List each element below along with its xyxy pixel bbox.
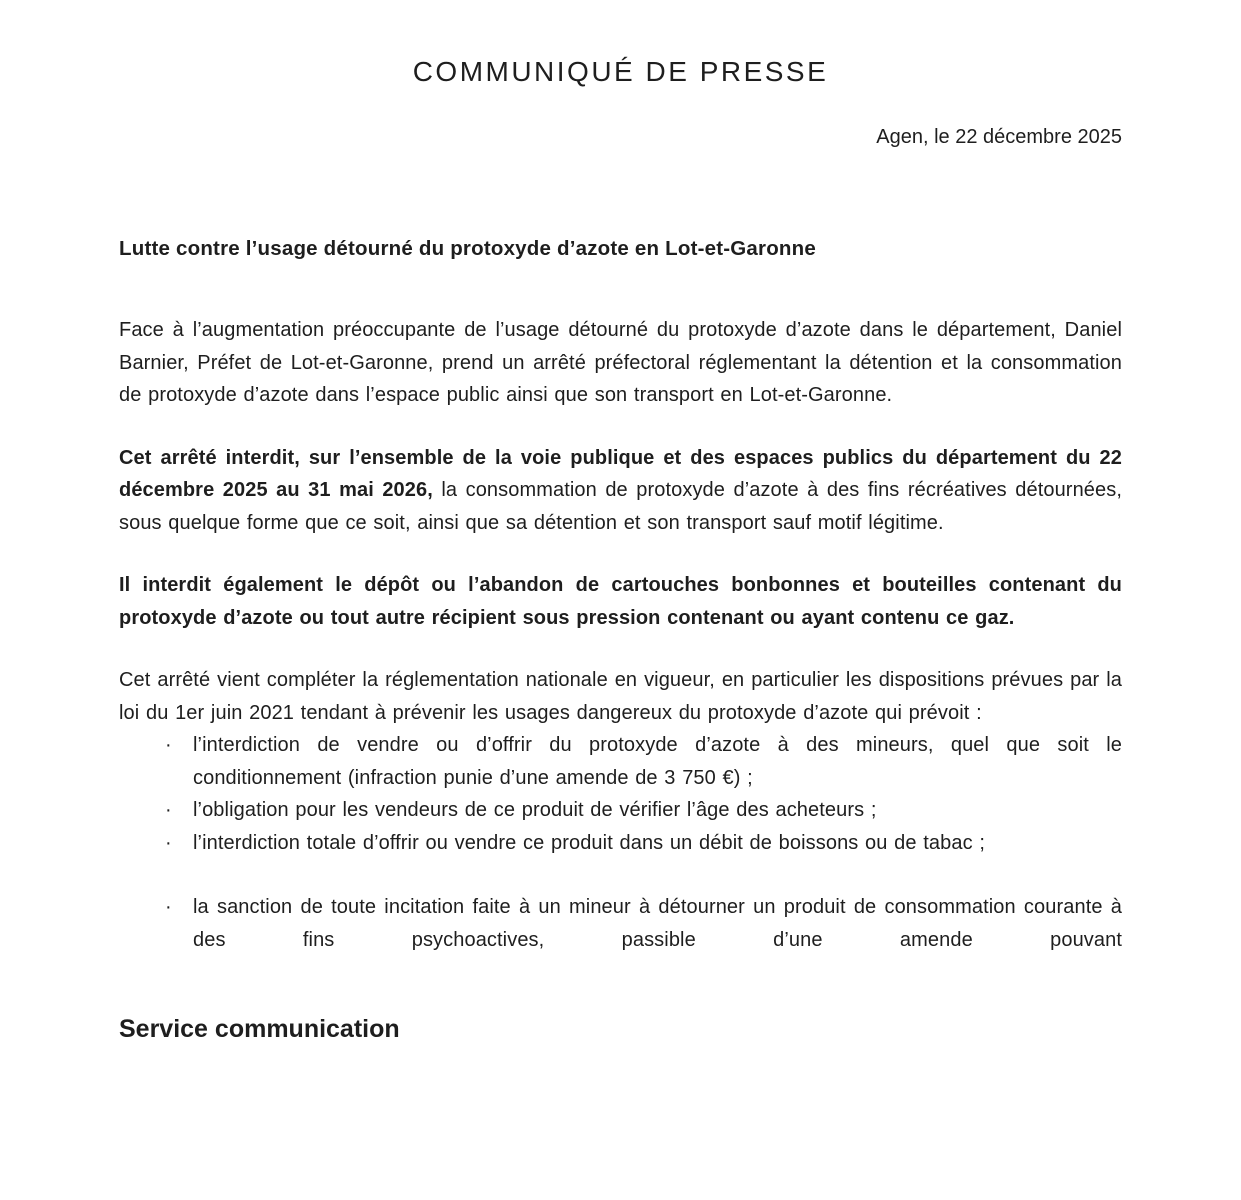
paragraph-reglementation-nationale: Cet arrêté vient compléter la réglementation nationale en vigueur, en particulier les dispositions prévues par la loi du 1er juin 2021 tendant à prévenir les usages dangereux du protoxyde d’azote qui prévoit : [119,669,1122,724]
list-item-verification-age: · l’obligation pour les vendeurs de ce produit de vérifier l’âge des acheteurs ; [119,794,1122,827]
paragraph-interdiction-bold-lead: Cet arrêté interdit, sur l’ensemble de la voie publique et des espaces publics du département du 22 décembre 2025 au 31 mai 2026, [119,446,1122,501]
bullet-list [119,729,1122,956]
subject-heading: Lutte contre l’usage détourné du protoxyde d’azote en Lot-et-Garonne [119,237,816,260]
list-item-sanction-incitation: · la sanction de toute incitation faite à un mineur à détourner un produit de consommation courante à des fins psychoactives, passible d’une amende pouvant [119,891,1122,956]
paragraph-intro: Face à l’augmentation préoccupante de l’usage détourné du protoxyde d’azote dans le département, Daniel Barnier, Préfet de Lot-et-Garonne, prend un arrêté préfectoral réglementant la détention et la consommation de protoxyde d’azote dans l’espace public ainsi que son transport en Lot-et-Garonne. [119,319,1122,406]
list-item-vente-mineurs: · l’interdiction de vendre ou d’offrir du protoxyde d’azote à des mineurs, quel que soit le conditionnement (infraction punie d’une amende de 3 750 €) ; [119,729,1122,794]
dateline: Agen, le 22 décembre 2025 [876,126,1122,148]
paragraph-depot-abandon: Il interdit également le dépôt ou l’abandon de cartouches bonbonnes et bouteilles contenant du protoxyde d’azote ou tout autre récipient sous pression contenant ou ayant contenu ce gaz. [119,574,1122,629]
document-title: COMMUNIQUÉ DE PRESSE [412,56,829,87]
list-item-debit-boissons: · l’interdiction totale d’offrir ou vendre ce produit dans un débit de boissons ou de tabac ; [119,827,1122,860]
paragraph-interdiction [119,442,1122,540]
footer-heading: Service communication [119,1015,400,1043]
paragraph-interdiction-rest: la consommation de protoxyde d’azote à des fins récréatives détournées, sous quelque forme que ce soit, ainsi que sa détention et son transport sauf motif légitime. [119,479,1122,534]
